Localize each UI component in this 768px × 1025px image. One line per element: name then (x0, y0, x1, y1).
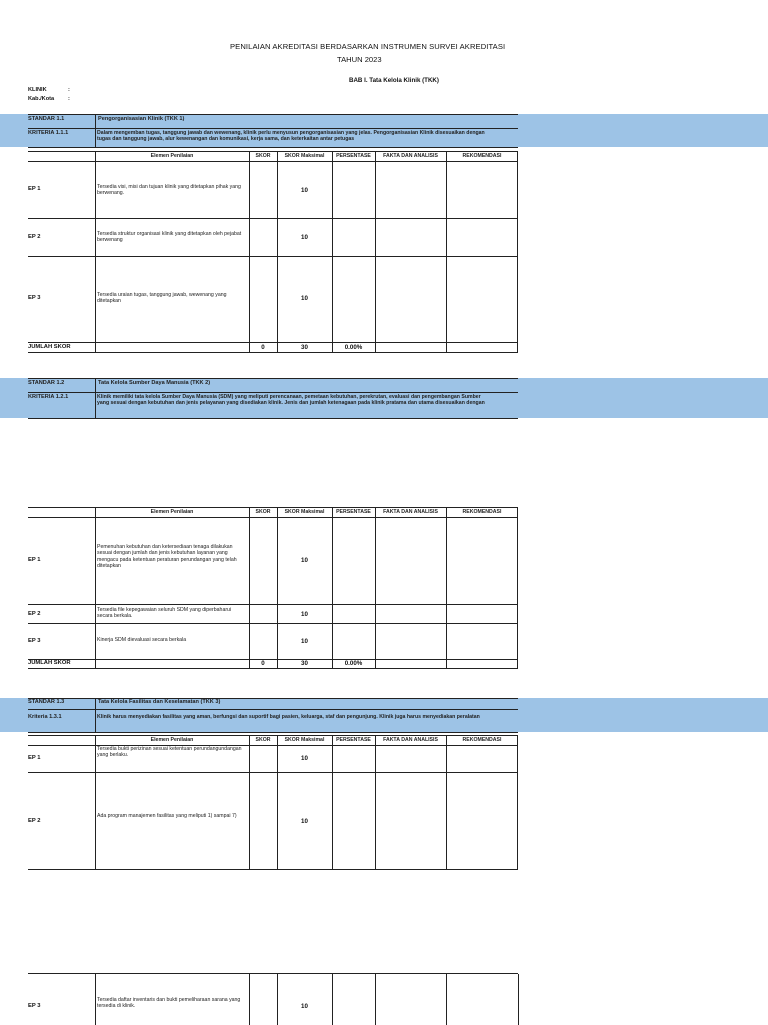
column-header-row (28, 736, 518, 746)
klinik-colon: : (68, 87, 70, 93)
ep-label: EP 2 (28, 818, 41, 824)
ep-row (28, 518, 518, 605)
ep-label: EP 2 (28, 234, 41, 240)
ep-row (28, 773, 518, 870)
kriteria-line-2: yang sesuai dengan kebutuhan dan jenis pelayanan yang disediakan klinik. Jenis dan jumlah ketenagaan pada klinik pratama dan utama disesuaikan dengan (97, 400, 485, 406)
col-persentase: PERSENTASE (336, 153, 371, 159)
total-score: 0 (261, 344, 265, 351)
klinik-label: KLINIK (28, 87, 47, 93)
col-elemen: Elemen Penilaian (150, 153, 194, 159)
ep-label: EP 3 (28, 638, 41, 644)
standar-code: STANDAR 1.3 (28, 699, 65, 705)
col-skor-maks: SKOR Maksimal (284, 737, 325, 743)
col-skor-maks: SKOR Maksimal (284, 153, 325, 159)
ep-text: Tersedia file kepegawaian seluruh SDM yang diperbaharui secara berkala. (97, 607, 232, 620)
document-year: TAHUN 2023 (337, 55, 382, 64)
kriteria-line-2: tugas dan tanggung jawab, alur kewenangan dan komunikasi, kerja sama, dan keterkaitan antar petugas (97, 136, 355, 142)
ep-max-score: 10 (301, 295, 308, 302)
ep-label: EP 1 (28, 755, 41, 761)
ep-row (28, 624, 518, 660)
total-label: JUMLAH SKOR (28, 660, 71, 666)
total-percentage: 0.00% (344, 344, 363, 351)
ep-label: EP 1 (28, 557, 41, 563)
standar-row (28, 115, 518, 129)
ep-label: EP 3 (28, 1003, 41, 1009)
ep-max-score: 10 (301, 818, 308, 825)
col-rekomendasi: REKOMENDASI (462, 153, 502, 159)
ep-text: Ada program manajemen fasilitas yang meliputi 1) sampai 7) (97, 813, 237, 819)
chapter-title: BAB I. Tata Kelola Klinik (TKK) (349, 77, 439, 84)
col-rekomendasi: REKOMENDASI (462, 509, 502, 515)
ep-text: Tersedia bukti perizinan sesuai ketentuan perundangundangan yang berlaku. (97, 746, 242, 759)
standar-1-2-table (28, 507, 518, 669)
kriteria-row (28, 393, 518, 419)
total-max-score: 30 (301, 660, 308, 667)
ep-text: Tersedia uraian tugas, tanggung jawab, wewenang yang ditetapkan (97, 292, 227, 305)
standar-1-3-table (28, 735, 518, 870)
standar-title: Tata Kelola Fasilitas dan Keselamatan (TKK 3) (98, 699, 221, 705)
klinik-field (28, 87, 70, 93)
standar-title: Tata Kelola Sumber Daya Manusia (TKK 2) (98, 380, 211, 386)
kriteria-code: KRITERIA 1.2.1 (28, 394, 69, 400)
column-header-row (28, 152, 518, 162)
ep-text: Tersedia struktur organisasi klinik yang ditetapkan oleh pejabat berwenang (97, 231, 242, 244)
total-score: 0 (261, 660, 265, 667)
standar-title: Pengorganisasian Klinik (TKK 1) (98, 116, 185, 122)
ep-max-score: 10 (301, 187, 308, 194)
kriteria-row (28, 129, 518, 148)
ep-label: EP 3 (28, 295, 41, 301)
col-persentase: PERSENTASE (336, 509, 371, 515)
kriteria-code: KRITERIA 1.1.1 (28, 130, 69, 136)
col-skor: SKOR (255, 737, 271, 743)
col-skor: SKOR (255, 153, 271, 159)
ep-max-score: 10 (301, 638, 308, 645)
kab-label: Kab./Kota (28, 96, 55, 102)
ep-text: Tersedia visi, misi dan tujuan klinik yang ditetapkan pihak yang berwenang. (97, 184, 241, 197)
total-percentage: 0.00% (344, 660, 363, 667)
ep-row (28, 257, 518, 343)
ep-row (28, 605, 518, 624)
standar-row (28, 699, 518, 710)
total-row (28, 343, 518, 353)
col-fakta: FAKTA DAN ANALISIS (383, 509, 438, 515)
standar-code: STANDAR 1.1 (28, 116, 65, 122)
standar-row (28, 379, 518, 393)
total-row (28, 660, 518, 669)
kriteria-code: Kriteria 1.3.1 (28, 714, 62, 720)
ep-label: EP 1 (28, 186, 41, 192)
ep-text: Tersedia daftar inventaris dan bukti pemeliharaan sarana yang tersedia di klinik. (97, 997, 241, 1010)
standar-1-3-header (28, 698, 518, 733)
standar-1-1-header (28, 114, 518, 148)
total-label: JUMLAH SKOR (28, 344, 71, 350)
col-skor: SKOR (255, 509, 271, 515)
standar-1-3-table-continued (28, 973, 518, 1025)
kriteria-line-1: Klinik memiliki tata kelola Sumber Daya Manusia (SDM) yang meliputi perencanaan, pemetaan kebutuhan, perekrutan, evaluasi dan pengembangan Sumber (97, 394, 481, 400)
ep-row (28, 746, 518, 773)
total-max-score: 30 (301, 344, 308, 351)
ep-text: Pemenuhan kebutuhan dan ketersediaan tenaga dilakukan sesuai dengan jumlah dan jenis kebutuhan layanan yang mengacu pada ketentuan peraturan perundangan yang telah ditetapkan (97, 544, 237, 570)
kriteria-row (28, 710, 518, 733)
ep-text: Kinerja SDM dievaluasi secara berkala (97, 637, 187, 643)
col-fakta: FAKTA DAN ANALISIS (383, 153, 438, 159)
kab-colon: : (68, 96, 70, 102)
document-title: PENILAIAN AKREDITASI BERDASARKAN INSTRUMEN SURVEI AKREDITASI (230, 42, 506, 51)
kab-field (28, 96, 70, 102)
col-persentase: PERSENTASE (336, 737, 371, 743)
col-elemen: Elemen Penilaian (150, 737, 194, 743)
ep-max-score: 10 (301, 557, 308, 564)
ep-max-score: 10 (301, 611, 308, 618)
ep-max-score: 10 (301, 1003, 308, 1010)
column-header-row (28, 508, 518, 518)
standar-1-1-table (28, 151, 518, 353)
standar-code: STANDAR 1.2 (28, 380, 65, 386)
ep-max-score: 10 (301, 234, 308, 241)
ep-row (28, 219, 518, 257)
ep-label: EP 2 (28, 611, 41, 617)
col-rekomendasi: REKOMENDASI (462, 737, 502, 743)
kriteria-line-1: Dalam mengemban tugas, tanggung jawab dan wewenang, klinik perlu menyusun pengorganisasian yang jelas. Pengorganisasian Klinik disesuaikan dengan (97, 130, 485, 136)
col-fakta: FAKTA DAN ANALISIS (383, 737, 438, 743)
standar-1-2-header (28, 378, 518, 419)
col-elemen: Elemen Penilaian (150, 509, 194, 515)
ep-row (28, 162, 518, 219)
kriteria-line-1: Klinik harus menyediakan fasilitas yang aman, berfungsi dan suportif bagi pasien, keluarga, staf dan pengunjung. Klinik juga harus menyediakan peralatan (97, 714, 480, 720)
col-skor-maks: SKOR Maksimal (284, 509, 325, 515)
ep-max-score: 10 (301, 755, 308, 762)
